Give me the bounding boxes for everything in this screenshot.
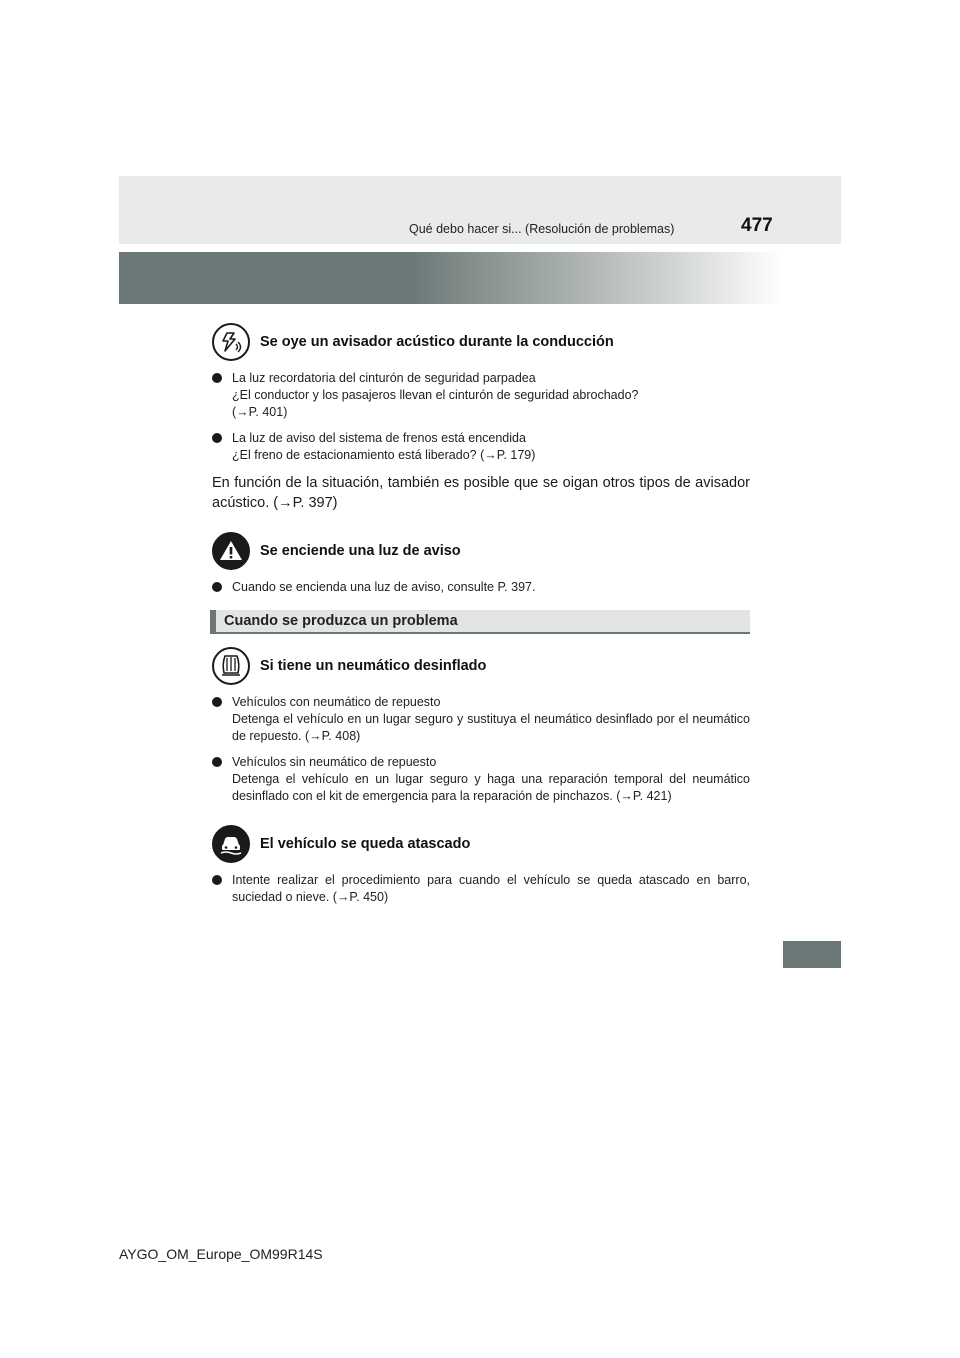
subsection-heading: Cuando se produzca un problema bbox=[210, 610, 750, 634]
section-buzzer-heading bbox=[212, 322, 750, 362]
bullet-heading: La luz recordatoria del cinturón de seguridad parpadea bbox=[232, 371, 536, 385]
bullet-text: Intente realizar el procedimiento para cuando el vehículo se queda atascado en barro, suciedad o nieve. (→P. 450) bbox=[232, 873, 750, 904]
list-item bbox=[212, 370, 750, 421]
flat-tire-icon bbox=[212, 647, 250, 685]
bullet-dot bbox=[212, 582, 222, 592]
list-item bbox=[212, 430, 750, 464]
page-content bbox=[212, 322, 750, 915]
chapter-band bbox=[119, 252, 783, 304]
bullet-text: Detenga el vehículo en un lugar seguro y sustituya el neumático desinflado por el neumático de repuesto. (→P. 408) bbox=[232, 712, 750, 743]
page-reference: (→P. 401) bbox=[232, 405, 288, 419]
list-item bbox=[212, 754, 750, 805]
stuck-vehicle-icon bbox=[212, 825, 250, 863]
bullet-heading: Vehículos con neumático de repuesto bbox=[232, 695, 441, 709]
page-number: 477 bbox=[741, 215, 773, 236]
section-title-buzzer: Se oye un avisador acústico durante la conducción bbox=[260, 334, 614, 350]
section-title-warning: Se enciende una luz de aviso bbox=[260, 543, 461, 559]
document-code: AYGO_OM_Europe_OM99R14S bbox=[119, 1246, 323, 1262]
bullet-text: ¿El freno de estacionamiento está liberado? (→P. 179) bbox=[232, 448, 536, 462]
bullet-heading: La luz de aviso del sistema de frenos está encendida bbox=[232, 431, 526, 445]
bullet-text: ¿El conductor y los pasajeros llevan el cinturón de seguridad abrochado? bbox=[232, 388, 639, 402]
bullet-dot bbox=[212, 757, 222, 767]
body-paragraph: En función de la situación, también es posible que se oigan otros tipos de avisador acústico. (→P. 397) bbox=[212, 475, 750, 511]
buzzer-warning-icon bbox=[212, 323, 250, 361]
list-item bbox=[212, 579, 750, 596]
chapter-tab bbox=[783, 941, 841, 968]
bullet-dot bbox=[212, 373, 222, 383]
bullet-dot bbox=[212, 697, 222, 707]
bullet-heading: Vehículos sin neumático de repuesto bbox=[232, 755, 437, 769]
section-warning-heading bbox=[212, 531, 750, 571]
bullet-text: Cuando se encienda una luz de aviso, consulte P. 397. bbox=[232, 580, 536, 594]
list-item bbox=[212, 694, 750, 745]
bullet-dot bbox=[212, 433, 222, 443]
section-title-flat-tire: Si tiene un neumático desinflado bbox=[260, 658, 487, 674]
section-flat-tire-heading bbox=[212, 646, 750, 686]
warning-triangle-icon bbox=[212, 532, 250, 570]
bullet-dot bbox=[212, 875, 222, 885]
list-item bbox=[212, 872, 750, 906]
bullet-text: Detenga el vehículo en un lugar seguro y haga una reparación temporal del neumático desinflado con el kit de emergencia para la reparación de pinchazos. (→P. 421) bbox=[232, 772, 750, 803]
section-title-stuck: El vehículo se queda atascado bbox=[260, 836, 471, 852]
section-stuck-heading bbox=[212, 824, 750, 864]
header-title: Qué debo hacer si... (Resolución de problemas) bbox=[409, 222, 675, 236]
